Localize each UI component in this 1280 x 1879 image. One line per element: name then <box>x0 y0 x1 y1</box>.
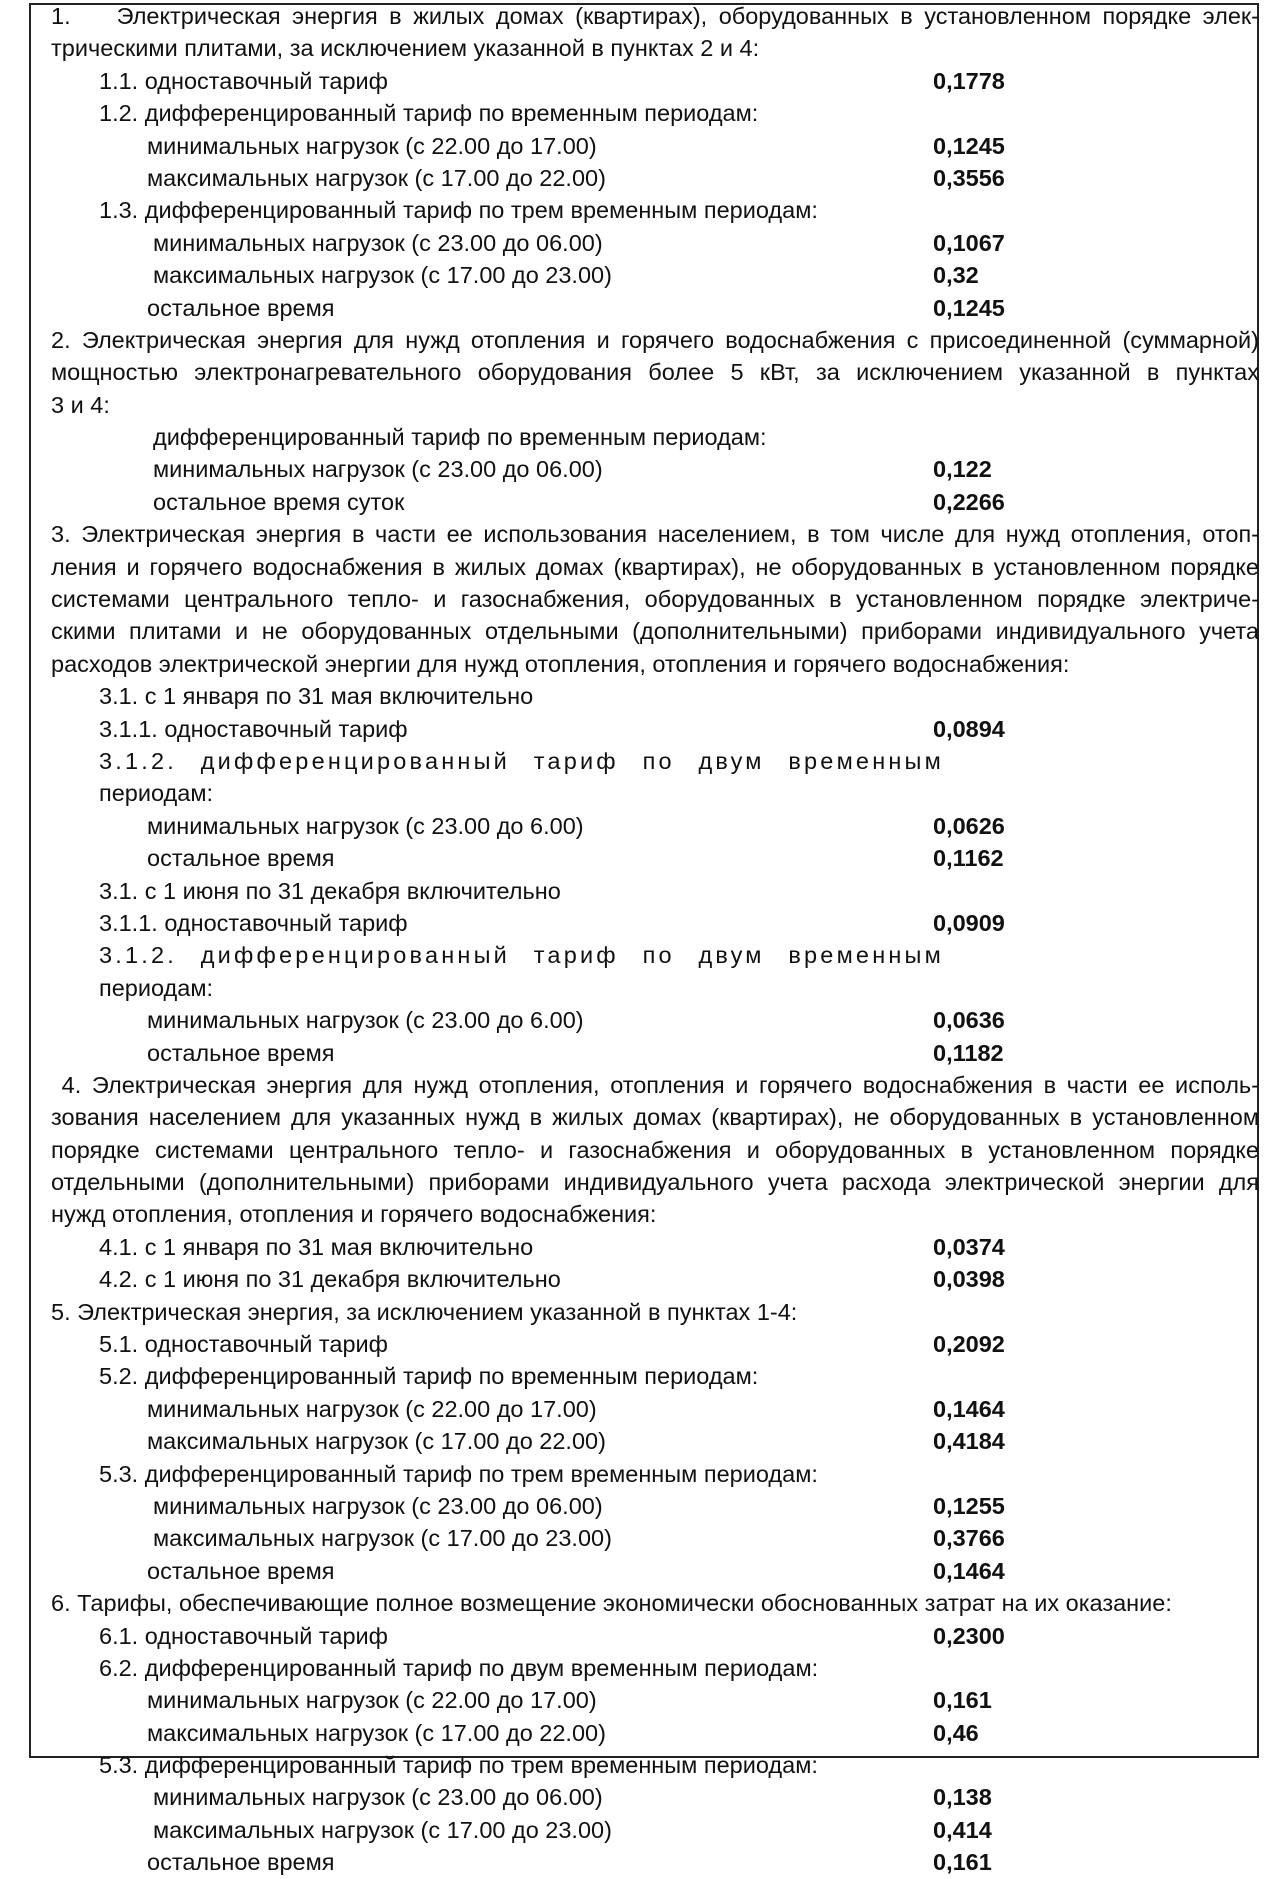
tariff-label: минимальных нагрузок (с 22.00 до 17.00) <box>147 1395 597 1422</box>
tariff-value: 0,3556 <box>933 164 1005 191</box>
tariff-label: минимальных нагрузок (с 23.00 до 06.00) <box>153 456 603 483</box>
section-paragraph <box>51 518 1263 680</box>
tariff-label: 4.2. с 1 июня по 31 декабря включительно <box>99 1266 561 1293</box>
tariff-label: минимальных нагрузок (с 22.00 до 17.00) <box>147 132 597 159</box>
tariff-row <box>51 777 1263 809</box>
paragraph-line: отдельными (дополнительными) приборами индивидуального учета расхода электрической энергии для <box>51 1169 1259 1196</box>
paragraph-line: скими плитами и не оборудованных отдельными (дополнительными) приборами индивидуального учета <box>51 618 1259 645</box>
tariff-row <box>51 1587 1263 1619</box>
tariff-value: 0,0894 <box>933 715 1005 742</box>
tariff-value: 0,1464 <box>933 1395 1005 1422</box>
paragraph-line: мощностью электронагревательного оборудования более 5 кВт, за исключением указанной в пунктах <box>51 359 1259 386</box>
tariff-row <box>51 1620 1263 1652</box>
tariff-row <box>51 65 1263 97</box>
tariff-value: 0,1162 <box>933 845 1004 872</box>
tariff-label: 3.1.2. дифференцированный тариф по двум временным <box>99 747 944 774</box>
section-paragraph <box>51 324 1263 421</box>
tariff-value: 0,2092 <box>933 1331 1005 1358</box>
tariff-row <box>51 810 1263 842</box>
tariff-value: 0,138 <box>933 1784 992 1811</box>
tariff-row <box>51 1425 1263 1457</box>
tariff-row <box>51 1263 1263 1295</box>
tariff-label: 3.1.1. одноставочный тариф <box>99 715 408 742</box>
tariff-row <box>51 1004 1263 1036</box>
paragraph-line: нужд отопления, отопления и горячего водоснабжения: <box>51 1201 657 1228</box>
tariff-label: минимальных нагрузок (с 22.00 до 17.00) <box>147 1687 597 1714</box>
tariff-value: 0,161 <box>933 1849 992 1876</box>
paragraph-line: расходов электрической энергии для нужд отопления, отопления и горячего водоснабжения: <box>51 650 1070 677</box>
tariff-label: максимальных нагрузок (с 17.00 до 22.00) <box>147 1428 606 1455</box>
tariff-label: остальное время суток <box>153 488 405 515</box>
tariff-row <box>51 1781 1263 1813</box>
tariff-row <box>51 842 1263 874</box>
tariff-label: 6. Тарифы, обеспечивающие полное возмещение экономически обоснованных затрат на их оказание: <box>51 1590 1172 1617</box>
tariff-row <box>51 907 1263 939</box>
tariff-label: 3.1. с 1 июня по 31 декабря включительно <box>99 877 561 904</box>
tariff-value: 0,1067 <box>933 229 1005 256</box>
paragraph-line: ления и горячего водоснабжения в жилых домах (квартирах), не оборудованных в установленном порядке <box>51 553 1259 580</box>
tariff-row <box>51 972 1263 1004</box>
tariff-row <box>51 1684 1263 1716</box>
tariff-row <box>51 97 1263 129</box>
tariff-value: 0,0909 <box>933 909 1005 936</box>
tariff-label: 1.2. дифференцированный тариф по временным периодам: <box>99 100 759 127</box>
tariff-list <box>51 0 1263 1879</box>
tariff-label: 6.2. дифференцированный тариф по двум временным периодам: <box>99 1654 819 1681</box>
tariff-label: максимальных нагрузок (с 17.00 до 22.00) <box>147 164 606 191</box>
tariff-row <box>51 680 1263 712</box>
tariff-row <box>51 130 1263 162</box>
tariff-row <box>51 1296 1263 1328</box>
tariff-label: периодам: <box>99 974 214 1001</box>
tariff-row <box>51 1360 1263 1392</box>
tariff-value: 0,1245 <box>933 132 1005 159</box>
tariff-value: 0,1778 <box>933 67 1005 94</box>
tariff-label: 3.1.1. одноставочный тариф <box>99 909 408 936</box>
tariff-row <box>51 1717 1263 1749</box>
tariff-row <box>51 227 1263 259</box>
tariff-row <box>51 259 1263 291</box>
tariff-row <box>51 162 1263 194</box>
tariff-label: минимальных нагрузок (с 23.00 до 06.00) <box>153 1784 603 1811</box>
paragraph-line: зования населением для указанных нужд в жилых домах (квартирах), не оборудованных в установленном <box>51 1104 1259 1131</box>
tariff-value: 0,0626 <box>933 812 1005 839</box>
section-paragraph <box>51 1069 1263 1231</box>
tariff-value: 0,1464 <box>933 1557 1005 1584</box>
tariff-label: 5.2. дифференцированный тариф по временным периодам: <box>99 1363 759 1390</box>
tariff-value: 0,1245 <box>933 294 1005 321</box>
tariff-label: минимальных нагрузок (с 23.00 до 6.00) <box>147 1007 584 1034</box>
tariff-label: максимальных нагрузок (с 17.00 до 23.00) <box>153 262 612 289</box>
tariff-label: 5. Электрическая энергия, за исключением указанной в пунктах 1-4: <box>51 1298 798 1325</box>
tariff-row <box>51 1231 1263 1263</box>
tariff-label: 1.3. дифференцированный тариф по трем временным периодам: <box>99 197 818 224</box>
tariff-label: 5.3. дифференцированный тариф по трем временным периодам: <box>99 1460 818 1487</box>
tariff-row <box>51 939 1263 971</box>
tariff-row <box>51 1393 1263 1425</box>
tariff-row <box>51 1846 1263 1878</box>
tariff-value: 0,161 <box>933 1687 992 1714</box>
tariff-value: 0,2266 <box>933 488 1005 515</box>
tariff-row <box>51 421 1263 453</box>
tariff-label: 5.1. одноставочный тариф <box>99 1331 388 1358</box>
tariff-label: 3.1. с 1 января по 31 мая включительно <box>99 683 534 710</box>
tariff-label: минимальных нагрузок (с 23.00 до 06.00) <box>153 1492 603 1519</box>
tariff-row <box>51 1652 1263 1684</box>
tariff-value: 0,3766 <box>933 1525 1005 1552</box>
tariff-value: 0,0374 <box>933 1233 1005 1260</box>
paragraph-line: 2. Электрическая энергия для нужд отопления и горячего водоснабжения с присоединенной (суммарной) <box>51 326 1259 353</box>
tariff-value: 0,0398 <box>933 1266 1005 1293</box>
tariff-value: 0,46 <box>933 1719 979 1746</box>
tariff-row <box>51 292 1263 324</box>
tariff-row <box>51 1555 1263 1587</box>
section-paragraph <box>51 0 1263 65</box>
tariff-label: минимальных нагрузок (с 23.00 до 06.00) <box>153 229 603 256</box>
tariff-row <box>51 194 1263 226</box>
tariff-value: 0,0636 <box>933 1007 1005 1034</box>
tariff-label: минимальных нагрузок (с 23.00 до 6.00) <box>147 812 584 839</box>
paragraph-line: трическими плитами, за исключением указанной в пунктах 2 и 4: <box>51 35 760 62</box>
tariff-label: 6.1. одноставочный тариф <box>99 1622 388 1649</box>
tariff-row <box>51 453 1263 485</box>
tariff-label: максимальных нагрузок (с 17.00 до 23.00) <box>153 1816 612 1843</box>
tariff-row <box>51 1458 1263 1490</box>
tariff-label: 4.1. с 1 января по 31 мая включительно <box>99 1233 534 1260</box>
tariff-value: 0,122 <box>933 456 992 483</box>
tariff-row <box>51 486 1263 518</box>
tariff-row <box>51 745 1263 777</box>
tariff-value: 0,32 <box>933 262 979 289</box>
tariff-value: 0,1182 <box>933 1039 1004 1066</box>
tariff-label: остальное время <box>147 845 335 872</box>
tariff-row <box>51 1037 1263 1069</box>
tariff-label: периодам: <box>99 780 214 807</box>
tariff-label: дифференцированный тариф по временным периодам: <box>153 424 767 451</box>
paragraph-line: 4. Электрическая энергия для нужд отопления, отопления и горячего водоснабжения в части ее исполь- <box>51 1071 1259 1098</box>
paragraph-line: системами центрального тепло- и газоснабжения, оборудованных в установленном порядке электриче- <box>51 586 1259 613</box>
tariff-row <box>51 1328 1263 1360</box>
tariff-value: 0,1255 <box>933 1492 1005 1519</box>
tariff-label: остальное время <box>147 1557 335 1584</box>
tariff-row <box>51 1814 1263 1846</box>
paragraph-line: 3. Электрическая энергия в части ее использования населением, в том числе для нужд отопления, отоп- <box>51 521 1259 548</box>
tariff-value: 0,414 <box>933 1816 992 1843</box>
tariff-label: остальное время <box>147 1849 335 1876</box>
tariff-label: остальное время <box>147 1039 335 1066</box>
tariff-label: 1.1. одноставочный тариф <box>99 67 388 94</box>
tariff-label: максимальных нагрузок (с 17.00 до 22.00) <box>147 1719 606 1746</box>
paragraph-line: 1. Электрическая энергия в жилых домах (квартирах), оборудованных в установленном порядке элек- <box>51 3 1259 29</box>
paragraph-line: 3 и 4: <box>51 391 110 418</box>
paragraph-line: порядке системами центрального тепло- и газоснабжения и оборудованных в установленном порядке <box>51 1136 1259 1163</box>
tariff-value: 0,4184 <box>933 1428 1005 1455</box>
tariff-label: максимальных нагрузок (с 17.00 до 23.00) <box>153 1525 612 1552</box>
tariff-value: 0,2300 <box>933 1622 1005 1649</box>
tariff-row <box>51 875 1263 907</box>
tariff-label: 3.1.2. дифференцированный тариф по двум временным <box>99 942 944 969</box>
tariff-row <box>51 1522 1263 1554</box>
tariff-row <box>51 713 1263 745</box>
tariff-label: остальное время <box>147 294 335 321</box>
tariff-row <box>51 1490 1263 1522</box>
tariff-label: 5.3. дифференцированный тариф по трем временным периодам: <box>99 1752 818 1779</box>
tariff-row <box>51 1749 1263 1781</box>
